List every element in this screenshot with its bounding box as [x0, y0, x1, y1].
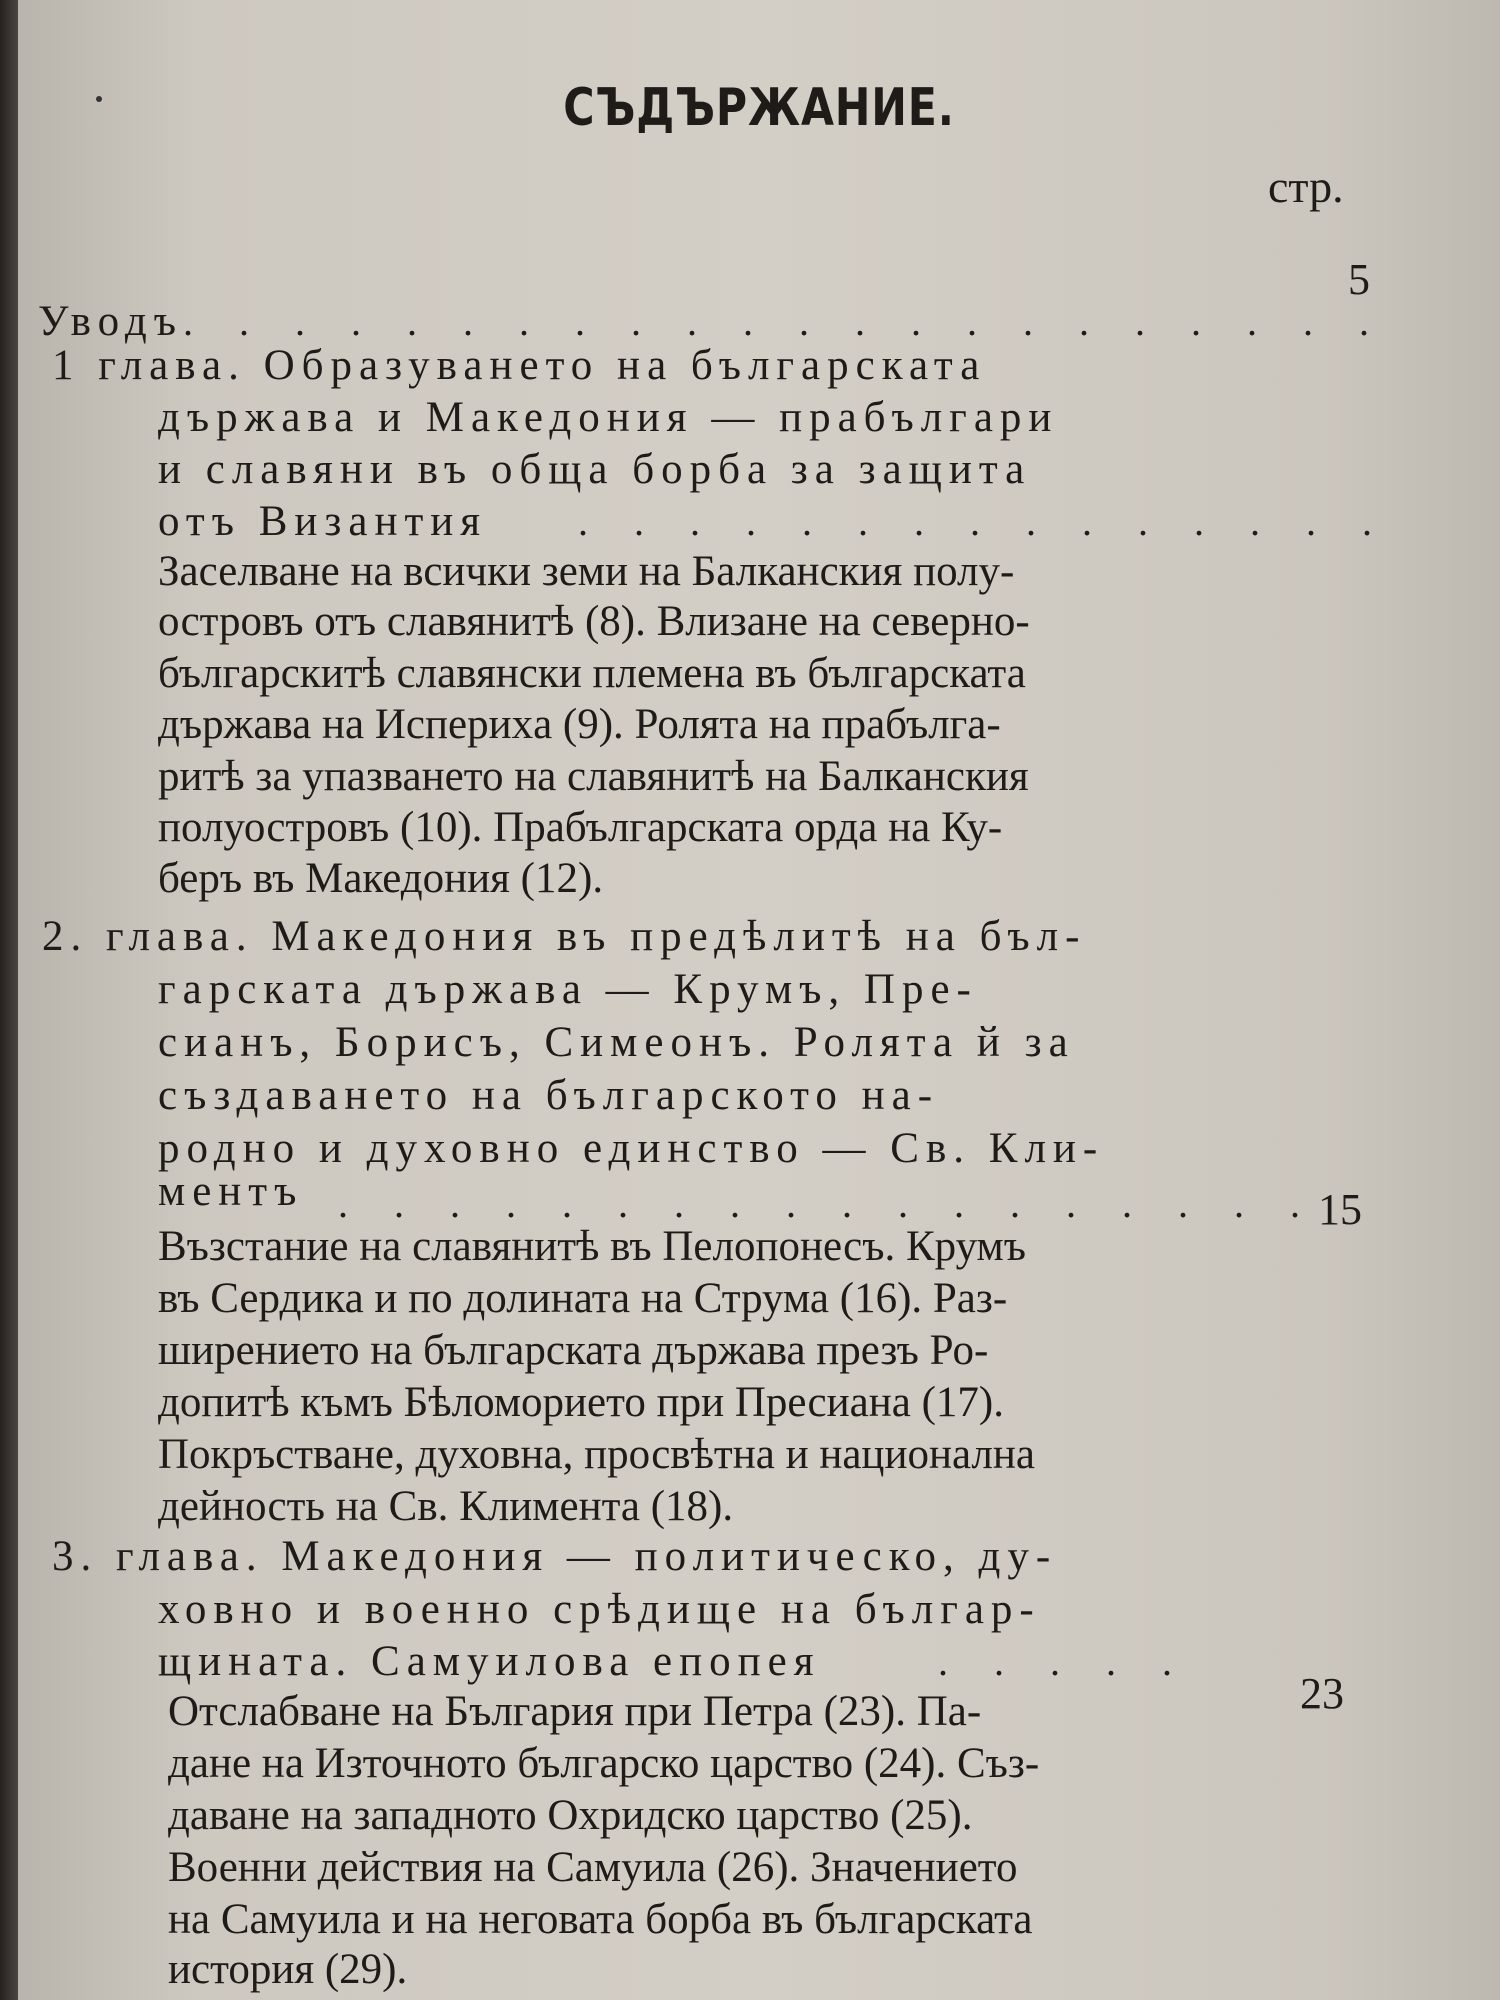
chapter-1-summary-line: българскитѣ славянски племена въ българската	[158, 650, 1026, 697]
chapter-1-heading: отъ Византия	[158, 498, 488, 545]
chapter-3-page: 23	[1300, 1669, 1344, 1718]
leader-dots: . . . . . . . . . . . . . . .	[578, 499, 1390, 544]
chapter-2-summary-line: дейность на Св. Климента (18).	[158, 1483, 734, 1530]
entry-intro-heading: Уводъ	[38, 298, 183, 345]
book-spine-shadow	[0, 0, 18, 2000]
chapter-2-summary-line: Покръстване, духовна, просвѣтна и национална	[158, 1431, 1035, 1478]
chapter-1-heading: и славяни въ обща борба за защита	[158, 446, 1032, 493]
chapter-3-heading: щината. Самуилова епопея	[158, 1638, 821, 1685]
leader-dots: . . . . . . . . . . . . . . . . . .	[338, 1181, 1318, 1226]
chapter-2-summary-line: въ Сердика и по долината на Струма (16). Раз-	[158, 1275, 1008, 1322]
chapter-1-summary-line: полуостровъ (10). Прабългарската орда на Ку-	[158, 804, 1003, 851]
chapter-2-heading: сианъ, Борисъ, Симеонъ. Ролята й за	[158, 1019, 1075, 1066]
chapter-2-heading: родно и духовно единство — Св. Кли-	[158, 1125, 1105, 1172]
chapter-1-summary-line: беръ въ Македония (12).	[158, 855, 604, 902]
chapter-2-heading: 2. глава. Македония въ предѣлитѣ на бъл-	[42, 913, 1087, 960]
chapter-1-summary-line: Заселване на всички земи на Балканския полу-	[158, 548, 1015, 595]
entry-intro-page: 5	[1348, 255, 1370, 304]
chapter-3-summary-line: история (29).	[168, 1946, 408, 1993]
chapter-2-heading: създаването на българското на-	[158, 1072, 940, 1119]
leader-dots: . . . . . . . . . . . . . . . . . . . . . .	[183, 299, 1387, 344]
page-column-label: стр.	[1268, 161, 1344, 212]
chapter-1-summary-line: ритѣ за упазването на славянитѣ на Балканския	[158, 753, 1029, 800]
chapter-2-heading: гарската държава — Крумъ, Пре-	[158, 966, 978, 1013]
book-page	[18, 0, 1500, 2000]
chapter-1-heading: 1 глава. Образуването на българската	[52, 342, 987, 389]
chapter-2-heading: ментъ	[158, 1168, 304, 1215]
chapter-3-summary-line: Отслабване на България при Петра (23). Па-	[168, 1688, 982, 1735]
chapter-3-summary-line: на Самуила и на неговата борба въ българската	[168, 1896, 1033, 1943]
chapter-3-summary-line: дане на Източното българско царство (24). Съз-	[168, 1740, 1040, 1787]
chapter-3-summary-line: Военни действия на Самуила (26). Значението	[168, 1844, 1018, 1891]
chapter-2-page: 15	[1318, 1185, 1362, 1234]
chapter-2-summary-line: Възстание на славянитѣ въ Пелопонесъ. Крумъ	[158, 1223, 1026, 1270]
chapter-3-heading: ховно и военно срѣдище на българ-	[158, 1586, 1041, 1633]
chapter-1-heading: държава и Македония — прабългари	[158, 394, 1059, 441]
ink-dot	[96, 96, 102, 102]
chapter-1-summary-line: държава на Исперихa (9). Ролята на прабългa-	[158, 701, 1001, 748]
leader-dots: . . . . .	[938, 1639, 1190, 1684]
chapter-2-summary-line: ширението на българската държава презъ Ро-	[158, 1327, 989, 1374]
chapter-1-summary-line: островъ отъ славянитѣ (8). Влизане на северно-	[158, 598, 1030, 645]
chapter-3-heading: 3. глава. Македония — политическо, ду-	[52, 1533, 1058, 1580]
chapter-2-summary-line: допитѣ къмъ Бѣломорието при Пресиана (17).	[158, 1379, 1004, 1426]
chapter-3-summary-line: даване на западното Охридско царство (25).	[168, 1792, 973, 1839]
page-title: СЪДЪРЖАНИЕ.	[563, 78, 955, 138]
